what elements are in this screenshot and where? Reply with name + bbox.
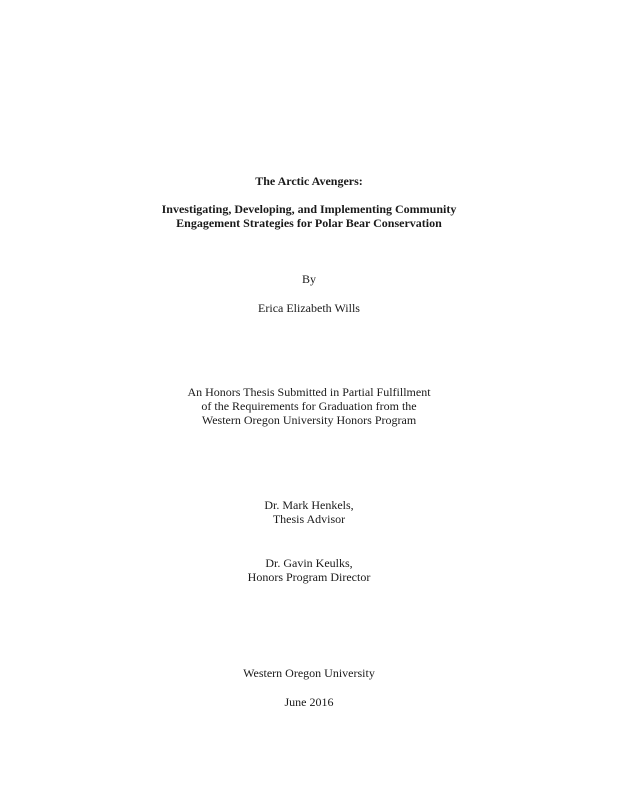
thesis-title: The Arctic Avengers:: [255, 174, 363, 188]
director-name: Dr. Gavin Keulks,: [265, 556, 353, 570]
director-role: Honors Program Director: [247, 570, 371, 584]
submission-statement-line-2: of the Requirements for Graduation from the: [201, 399, 417, 413]
thesis-subtitle-line-1: Investigating, Developing, and Implementing Community: [161, 202, 457, 216]
advisor-name: Dr. Mark Henkels,: [264, 498, 354, 512]
submission-statement-line-1: An Honors Thesis Submitted in Partial Fulfillment: [187, 385, 431, 399]
submission-date: June 2016: [284, 695, 334, 709]
author-name: Erica Elizabeth Wills: [258, 301, 360, 315]
institution-name: Western Oregon University: [243, 666, 375, 680]
advisor-role: Thesis Advisor: [272, 512, 346, 526]
by-label: By: [301, 272, 316, 286]
submission-statement-line-3: Western Oregon University Honors Program: [201, 413, 417, 427]
thesis-subtitle-line-2: Engagement Strategies for Polar Bear Conservation: [176, 216, 442, 230]
